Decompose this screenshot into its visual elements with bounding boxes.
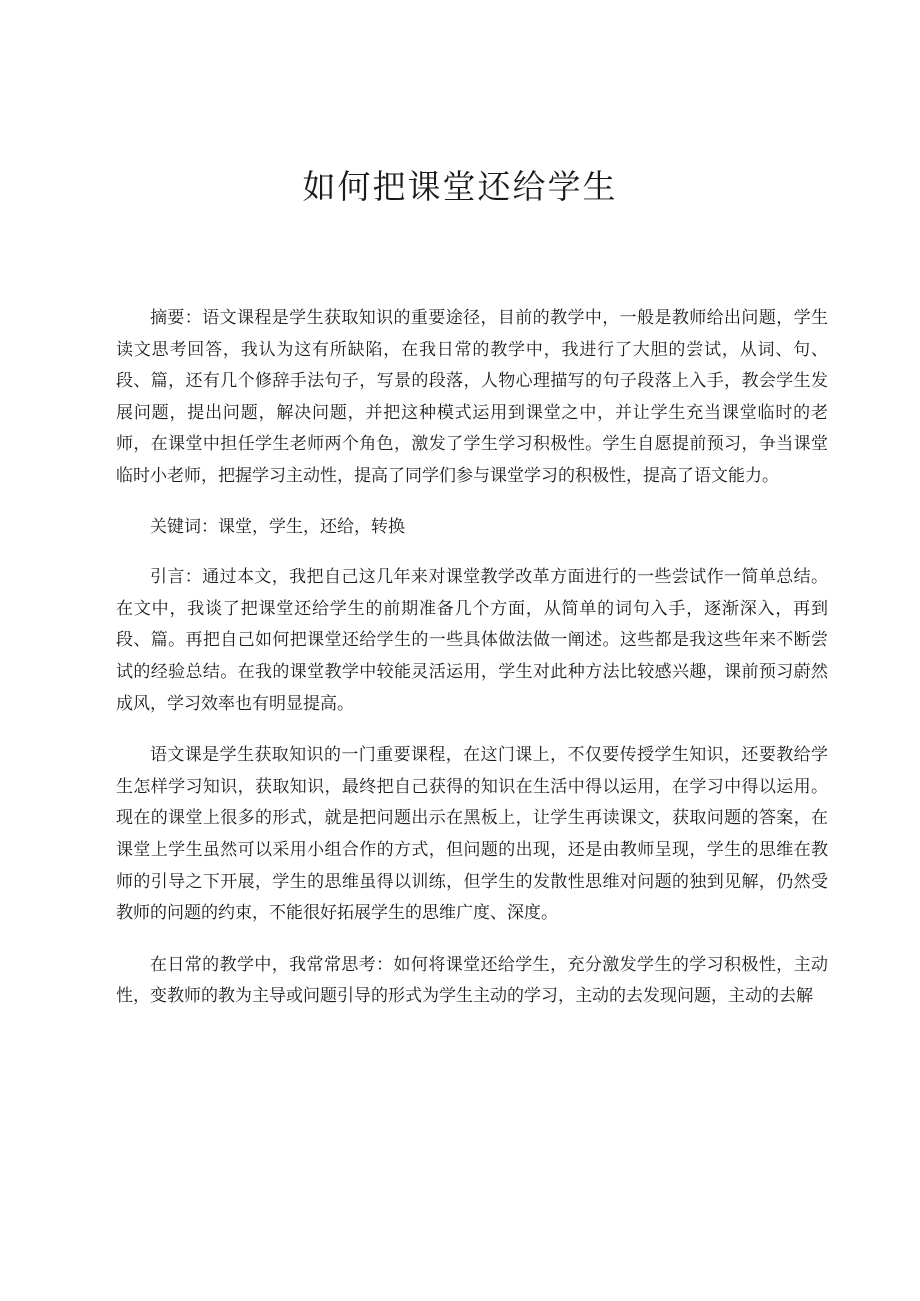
document-title: 如何把课堂还给学生 bbox=[302, 167, 618, 206]
document-body bbox=[116, 303, 828, 1013]
abstract-paragraph: 摘要：语文课程是学生获取知识的重要途径，目前的教学中，一般是教师给出问题，学生读文思考回答，我认为这有所缺陷，在我日常的教学中，我进行了大胆的尝试，从词、句、段、篇，还有几个修辞手法句子，写景的段落，人物心理描写的句子段落上入手，教会学生发展问题，提出问题，解决问题，并把这种模式运用到课堂之中，并让学生充当课堂临时的老师，在课堂中担任学生老师两个角色，激发了学生学习积极性。学生自愿提前预习，争当课堂临时小老师，把握学习主动性，提高了同学们参与课堂学习的积极性，提高了语文能力。 bbox=[116, 308, 828, 486]
keywords-paragraph: 关键词：课堂，学生，还给，转换 bbox=[150, 516, 405, 537]
body-paragraph-2: 在日常的教学中，我常常思考：如何将课堂还给学生，充分激发学生的学习积极性，主动性，变教师的教为主导或问题引导的形式为学生主动的学习，主动的去发现问题，主动的去解 bbox=[116, 954, 828, 1007]
intro-paragraph: 引言：通过本文，我把自己这几年来对课堂教学改革方面进行的一些尝试作一简单总结。在文中，我谈了把课堂还给学生的前期准备几个方面，从简单的词句入手，逐渐深入，再到段、篇。再把自己如何把课堂还给学生的一些具体做法做一阐述。这些都是我这些年来不断尝试的经验总结。在我的课堂教学中较能灵活运用，学生对此种方法比较感兴趣，课前预习蔚然成风，学习效率也有明显提高。 bbox=[116, 567, 828, 714]
body-paragraph-1: 语文课是学生获取知识的一门重要课程，在这门课上，不仅要传授学生知识，还要教给学生怎样学习知识，获取知识，最终把自己获得的知识在生活中得以运用，在学习中得以运用。现在的课堂上很多的形式，就是把问题出示在黑板上，让学生再读课文，获取问题的答案，在课堂上学生虽然可以采用小组合作的方式，但问题的出现，还是由教师呈现，学生的思维在教师的引导之下开展，学生的思维虽得以训练，但学生的发散性思维对问题的独到见解，仍然受教师的问题的约束，不能很好拓展学生的思维广度、深度。 bbox=[116, 745, 828, 924]
